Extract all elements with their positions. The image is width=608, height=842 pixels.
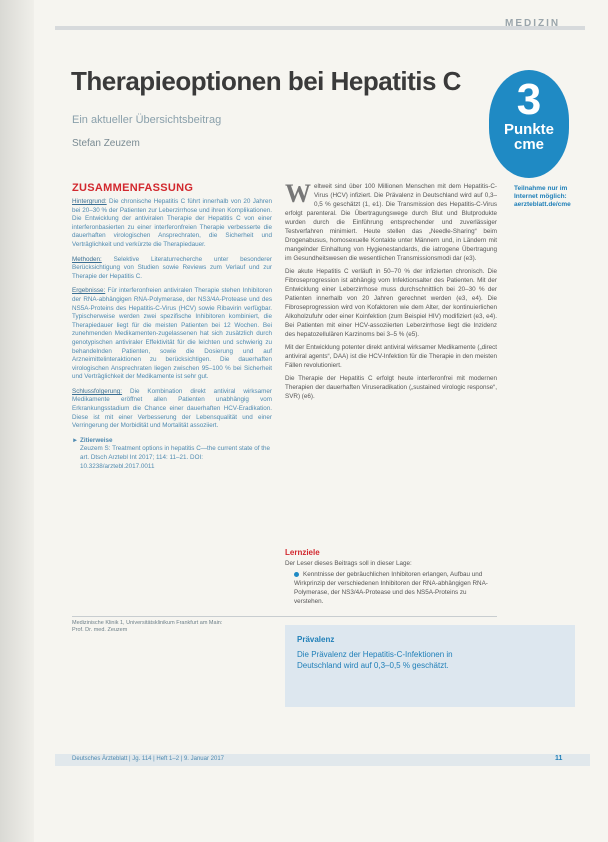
cme-points-badge <box>489 70 569 178</box>
learning-goals-title: Lernziele <box>285 548 320 557</box>
citation-head: ► Zitierweise <box>72 436 113 444</box>
article-subtitle: Ein aktueller Übersichtsbeitrag <box>72 114 222 126</box>
main-paragraph <box>285 179 497 263</box>
section-tag: MEDIZIN <box>505 18 561 29</box>
prevalence-heading: Prävalenz <box>297 635 335 644</box>
divider <box>72 616 497 617</box>
affiliation <box>72 620 262 634</box>
abstract-results <box>72 287 272 382</box>
article-title: Therapieoptionen bei Hepatitis C <box>71 66 461 96</box>
learning-goals-intro: Der Leser dieses Beitrags soll in dieser Lage: <box>285 560 412 567</box>
badge-cme: cme <box>513 136 545 153</box>
page-number: 11 <box>555 755 563 762</box>
abstract <box>72 182 272 471</box>
binding-edge <box>0 0 34 842</box>
label-results: Ergebnisse: <box>72 287 106 295</box>
badge-number: 3 <box>516 75 542 124</box>
abstract-heading: ZUSAMMENFASSUNG <box>72 182 194 194</box>
learning-goal-text: Kenntnisse der gebräuchlichen Inhibitoren erlangen, Aufbau und Wirkprinzip der verschiedenen Inhibitoren der RNA-abhängigen RNA-Polymerase, der NS3/4A-Protease und des NS5A-Proteins zu verstehen. <box>294 571 488 605</box>
abstract-conclusion <box>72 388 272 431</box>
main-p2: Die akute Hepatitis C verläuft in 50–70 % der infizierten chronisch. Die Fibroseprogression ist abhängig vom Infektionsalter des Patienten. Mit der Entwicklung einer Leberzirrhose muss durchschnittlich bei 20–30 % der Patienten innerhalb von 20 Jahren gerechnet werden (e3, e4). Die Fibroseprogression wird von Kofaktoren wie dem Alter, der kontinuierlichen Alkoholzufuhr oder einer Koinfektion (zum Beispiel HIV) modifiziert (e3, e4). Bei Patienten mit einer HCV-assoziierten Leberzirrhose liegt die Inzidenz des hepatozellulären Karzinoms bei 3–5 % (e5). <box>285 268 497 338</box>
text-conclusion: Die Kombination direkt antiviral wirksamer Medikamente eröffnet allen Patienten unabhängig vom Erkrankungsstadium die Chance einer dauerhaften HCV-Eradikation. Diese ist mit einer Verbesserung der Lebensqualität und einer Verringerung der Morbidität und Mortalität assoziiert. <box>72 387 273 430</box>
dropcap: W <box>285 179 311 208</box>
text-results: Für interferonfreien antiviralen Therapie stehen Inhibitoren der RNA-abhängigen RNA-Polymerase, der NS3/4A-Protease und des NS5A-Proteins des Hepatitis-C-Virus (HCV) sowie Ribavirin verfügbar. Typischerweise werden zwei spezifische Inhibitoren kombiniert, die Therapiedauer liegt für die meisten Patienten bei 12 Wochen. Bei zunehmenden Medikamenten-zugelassenen hat sich zusätzlich durch genotypischen antiviraler Effektivität für die leichten und schwierig zu behandelnden Patienten, sowie die Dosierung und auf Arzneimittelinteraktionen zu berücksichtigen. Die dauerhaften virologischen Ansprechraten liegen zwischen 95–100 % bei Sicherheit und Verträglichkeit der Medikamente ist sehr gut. <box>72 287 272 381</box>
citation-body: Zeuzem S: Treatment options in hepatitis C—the current state of the art. Dtsch Arztebl Int 2017; 114: 11–21. DOI: 10.3238/arztebl.2017.0011 <box>80 445 271 470</box>
main-p1: eltweit sind über 100 Millionen Menschen mit dem Hepatitis-C-Virus (HCV) infiziert. Die Prävalenz in Deutschland wird auf 0,3–0,5 % geschätzt (1, e1). Die Transmission des Hepatitis-C-Virus erfolgt parenteral. Die Übertragungswege durch Blut und Blutprodukte wurden durch die Einführung entsprechender und zuverlässiger Testverfahren minimiert. Heute stellen das „Needle-Sharing“ beim Drogenabusus, homosexuelle Kontakte unter Männern und, in Ländern mit mangelnder Einhaltung von Hygienestandards, die iatrogene Übertragung im Gesundheitswesen die wesentlichen Transmissionsmodi dar (e3). <box>285 183 497 262</box>
text-background: Die chronische Hepatitis C führt innerhalb von 20 Jahren bei 20–30 % der Patienten zur Leberzirrhose und ihren Komplikationen. Die Entwicklung der antiviralen Therapie der Hepatitis C von einer interferonbasierten zu einer interferonfreien Therapie verbesserte die dauerhaften virologischen Ansprechraten, die Sicherheit und Verträglichkeit und verkürzte die Therapiedauer. <box>72 198 273 248</box>
affiliation-line2: Prof. Dr. med. Zeuzem <box>72 627 128 633</box>
abstract-methods <box>72 256 272 282</box>
prevalence-box <box>285 625 575 707</box>
learning-goal-item <box>294 570 494 606</box>
footer-citation: Deutsches Ärzteblatt | Jg. 114 | Heft 1–2 | 9. Januar 2017 <box>72 756 224 762</box>
main-p3: Mit der Entwicklung potenter direkt antiviral wirksamer Medikamente („direct antiviral agents“, DAA) ist die HCV-Infektion für die Therapie in den meisten Fällen revolutioniert. <box>285 344 497 369</box>
badge-word: Punkte <box>503 121 554 138</box>
citation <box>72 437 272 471</box>
abstract-background <box>72 198 272 250</box>
main-p4: Die Therapie der Hepatitis C erfolgt heute interferonfrei mit modernen Therapien der dauerhaften Viruseradikation („sustained virologic response“, SVR) (e6). <box>285 375 497 400</box>
label-methods: Methoden: <box>72 255 102 263</box>
prevalence-text: Die Prävalenz der Hepatitis-C-Infektionen in Deutschland wird auf 0,3–0,5 % geschätzt. <box>297 650 453 670</box>
label-conclusion: Schlussfolgerung: <box>72 387 123 395</box>
affiliation-line1: Medizinische Klinik 1, Universitätsklinikum Frankfurt am Main: <box>72 620 223 626</box>
label-background: Hintergrund: <box>72 198 107 205</box>
article-author: Stefan Zeuzem <box>72 138 140 149</box>
side-note: Teilnahme nur im Internet möglich: aerzteblatt.de/cme <box>514 185 571 208</box>
bullet-icon <box>294 572 299 577</box>
text-methods: Selektive Literaturrecherche unter besonderer Berücksichtigung von Studien sowie Reviews zum Verlauf und zur Therapie der Hepatitis C. <box>72 255 272 280</box>
main-text <box>285 179 497 405</box>
